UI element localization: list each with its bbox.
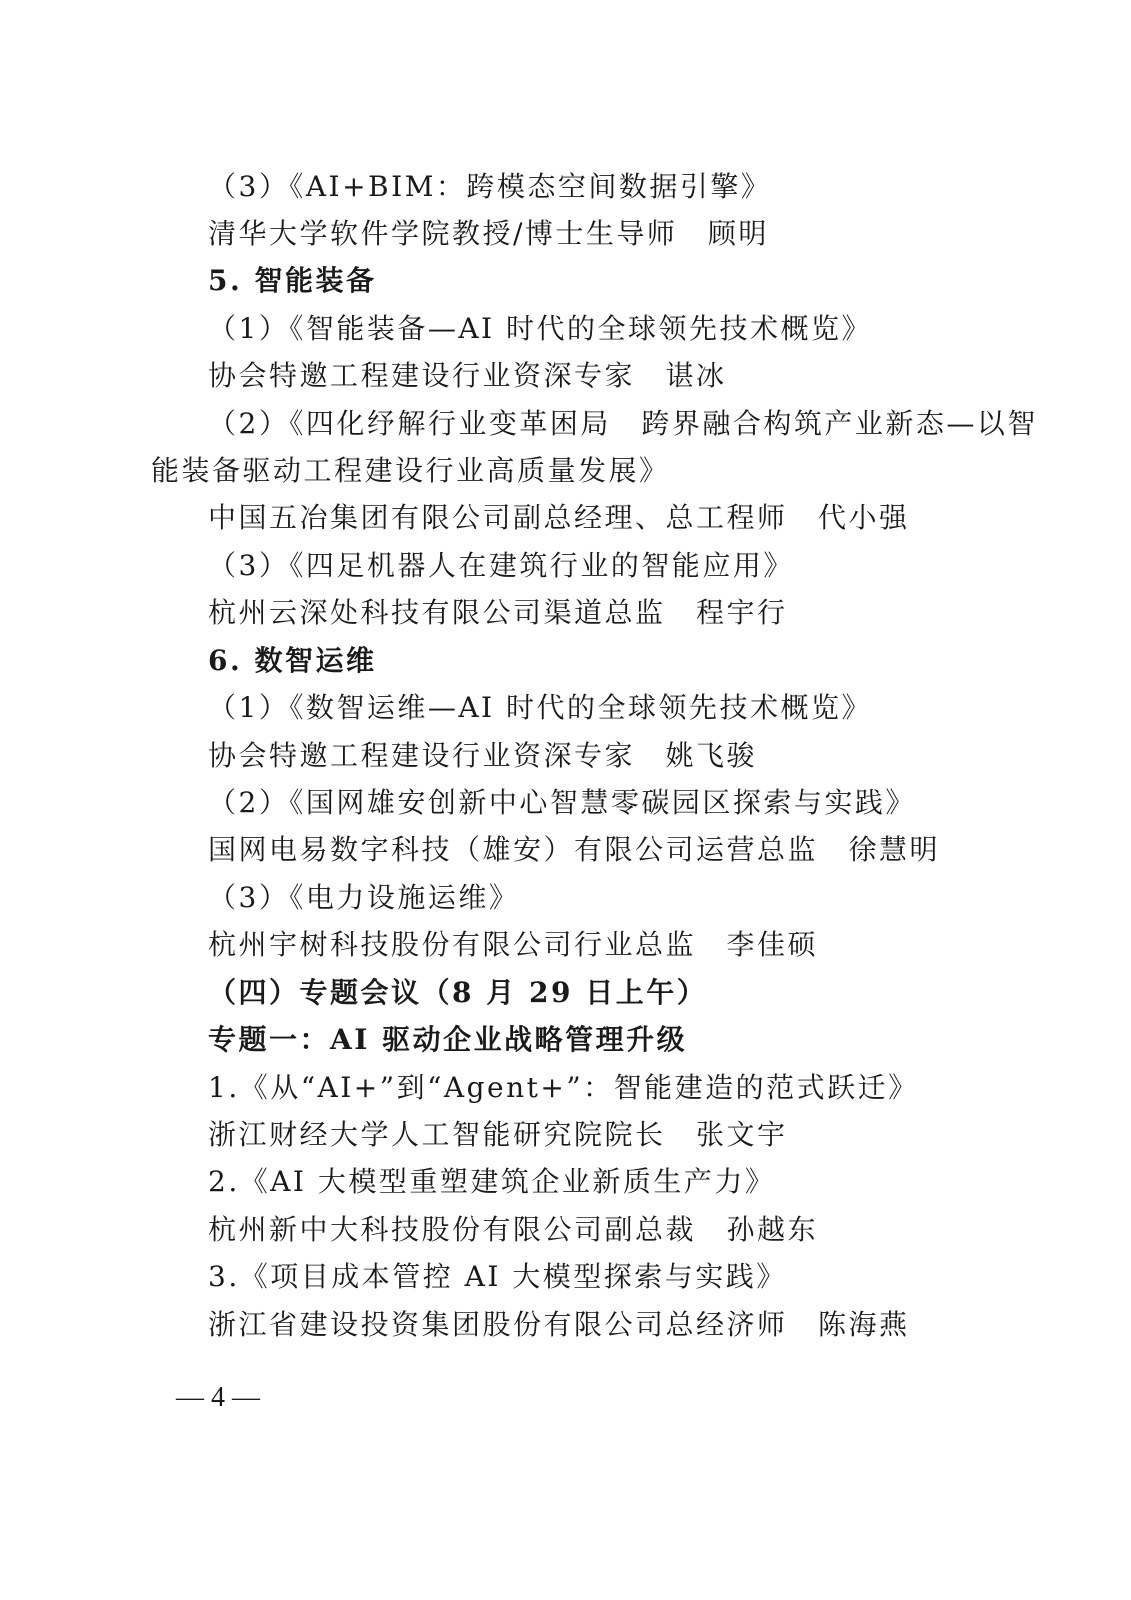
- talk-title: （3）《四足机器人在建筑行业的智能应用》: [208, 549, 794, 582]
- talk-title: （1）《数智运维—AI 时代的全球领先技术概览》: [208, 691, 872, 724]
- speaker-line: 浙江财经大学人工智能研究院院长 张文宇: [208, 1118, 788, 1151]
- speaker-line: 杭州云深处科技有限公司渠道总监 程宇行: [208, 596, 788, 629]
- section-heading: （四）专题会议（8 月 29 日上午）: [208, 976, 708, 1009]
- topic-heading: 专题一：AI 驱动企业战略管理升级: [208, 1023, 688, 1056]
- page-number: — 4 —: [176, 1382, 260, 1413]
- section-heading: 6. 数智运维: [208, 644, 377, 677]
- speaker-line: 杭州宇树科技股份有限公司行业总监 李佳硕: [208, 928, 819, 961]
- speaker-line: 浙江省建设投资集团股份有限公司总经济师 陈海燕: [208, 1308, 910, 1341]
- speaker-line: 协会特邀工程建设行业资深专家 谌冰: [208, 359, 727, 392]
- speaker-line: 清华大学软件学院教授/博士生导师 顾明: [208, 217, 769, 250]
- talk-title: （3）《电力设施运维》: [208, 881, 520, 914]
- talk-title: 1.《从“AI+”到“Agent+”：智能建造的范式跃迁》: [208, 1071, 919, 1104]
- talk-title: （3）《AI+BIM：跨模态空间数据引擎》: [208, 170, 772, 203]
- talk-title: 2.《AI 大模型重塑建筑企业新质生产力》: [208, 1165, 776, 1198]
- speaker-line: 国网电易数字科技（雄安）有限公司运营总监 徐慧明: [208, 833, 941, 866]
- talk-title: （1）《智能装备—AI 时代的全球领先技术概览》: [208, 312, 872, 345]
- speaker-line: 杭州新中大科技股份有限公司副总裁 孙越东: [208, 1213, 819, 1246]
- talk-title: （2）《四化纾解行业变革困局 跨界融合构筑产业新态—以智: [208, 407, 1038, 440]
- speaker-line: 协会特邀工程建设行业资深专家 姚飞骏: [208, 739, 758, 772]
- speaker-line: 中国五冶集团有限公司副总经理、总工程师 代小强: [208, 501, 910, 534]
- section-heading: 5. 智能装备: [208, 264, 377, 297]
- talk-title: （2）《国网雄安创新中心智慧零碳园区探索与实践》: [208, 786, 916, 819]
- talk-title-continuation: 能装备驱动工程建设行业高质量发展》: [151, 454, 670, 487]
- talk-title: 3.《项目成本管控 AI 大模型探索与实践》: [208, 1260, 787, 1293]
